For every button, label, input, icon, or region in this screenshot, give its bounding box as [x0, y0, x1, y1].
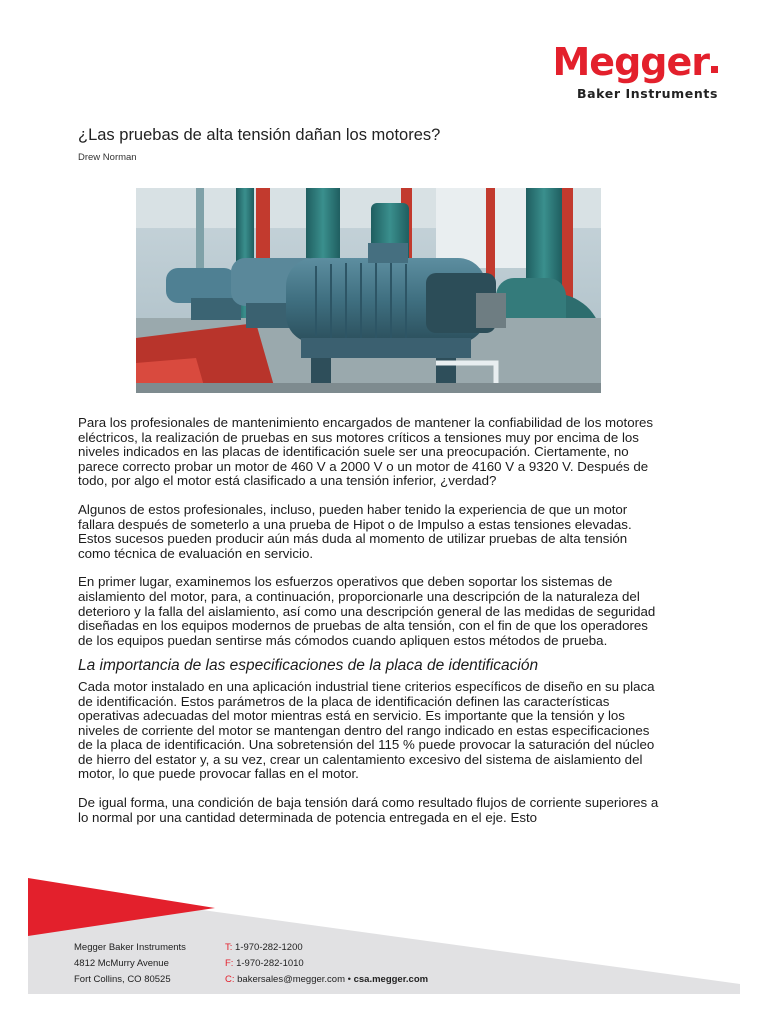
- fax-label: F:: [225, 958, 234, 969]
- website-link[interactable]: csa.megger.com: [353, 974, 429, 985]
- motor-photo: [136, 188, 601, 393]
- footer-address: [74, 940, 186, 988]
- article-body: [78, 416, 663, 839]
- logo-subtitle: Baker Instruments: [577, 86, 718, 101]
- footer-city: Fort Collins, CO 80525: [74, 974, 171, 985]
- footer-contact: [225, 940, 428, 988]
- article-author: Drew Norman: [78, 152, 137, 163]
- phone-number[interactable]: 1-970-282-1200: [235, 942, 303, 953]
- phone-label: T:: [225, 942, 233, 953]
- paragraph-3: En primer lugar, examinemos los esfuerzos operativos que deben soportar los sistemas de aislamiento del motor, para, a continuación, proporcionarle una descripción de la naturaleza del deterioro y la falla del aislamiento, así como una descripción general de las medidas de seguridad diseñadas en los equipos modernos de pruebas de alta tensión, con el fin de que los operadores de los equipos puedan sentirse más cómodos cuando apliquen estos métodos de prueba.: [78, 574, 656, 648]
- logo-wordmark: Megger: [552, 40, 709, 84]
- article-title: ¿Las pruebas de alta tensión dañan los motores?: [78, 126, 441, 144]
- section-paragraph-1: Cada motor instalado en una aplicación industrial tiene criterios específicos de diseño en su placa de identificación. Estos parámetros de la placa de identificación definen las características operativas adecuadas del motor mientras está en servicio. Es importante que la tensión y los niveles de corriente del motor se mantengan dentro del rango indicado en estas especificaciones de la placa de identificación. Una sobretensión del 115 % puede provocar la saturación del núcleo de hierro del estator y, a su vez, crear un calentamiento excesivo del sistema de aislamiento del motor, lo que puede provocar fallas en el motor.: [78, 678, 655, 782]
- footer-street: 4812 McMurry Avenue: [74, 958, 169, 969]
- megger-logo: [552, 42, 718, 101]
- section-paragraph-2: De igual forma, una condición de baja tensión dará como resultado flujos de corriente superiores a lo normal por una cantidad determinada de potencia entregada en el eje. Esto: [78, 795, 659, 825]
- paragraph-2: Algunos de estos profesionales, incluso, pueden haber tenido la experiencia de que un motor fallara después de someterlo a una prueba de Hipot o de Impulso a estas tensiones elevadas. Estos sucesos pueden producir aún más duda al momento de utilizar pruebas de alta tensión como técnica de evaluación en servicio.: [78, 501, 632, 561]
- logo-dot: [711, 66, 718, 73]
- email-label: C:: [225, 974, 235, 985]
- footer-company: Megger Baker Instruments: [74, 942, 186, 953]
- section-heading: La importancia de las especificaciones de la placa de identificación: [78, 657, 539, 675]
- footer-separator: •: [347, 974, 351, 985]
- email-link[interactable]: bakersales@megger.com: [237, 974, 345, 985]
- paragraph-1: Para los profesionales de mantenimiento encargados de mantener la confiabilidad de los motores eléctricos, la realización de pruebas en sus motores críticos a tensiones muy por encima de los niveles indicados en las placas de identificación suele ser una preocupación. Ciertamente, no parece correcto probar un motor de 460 V a 2000 V o un motor de 4160 V a 9320 V. Después de todo, por algo el motor está clasificado a una tensión inferior, ¿verdad?: [78, 415, 654, 489]
- fax-number: 1-970-282-1010: [236, 958, 304, 969]
